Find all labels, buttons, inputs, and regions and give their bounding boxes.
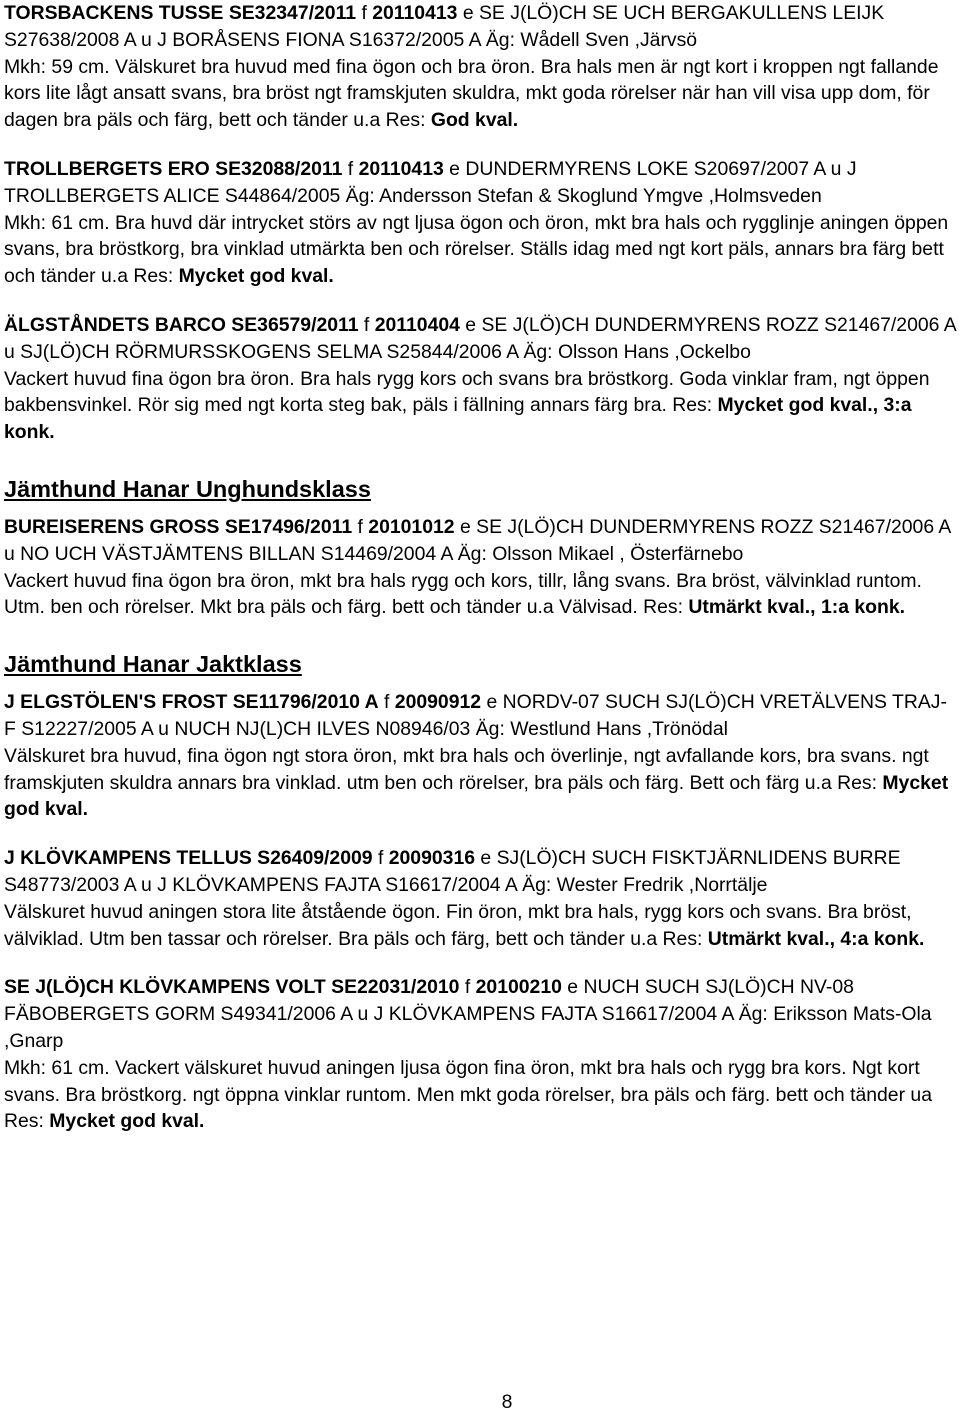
critique: Vackert huvud fina ögon bra öron. Bra hals rygg kors och svans bra bröstkorg. Goda vinklar fram, ngt öppen bakbensvinkel. Rör sig med ngt korta steg bak, päls i fällning annars färg bra. Res: (4, 367, 930, 417)
dog-name: ÄLGSTÅNDETS BARCO SE36579/2011 (4, 313, 359, 336)
pedigree: e DUNDERMYRENS LOKE S20697/2007 A u J TROLLBERGETS ALICE S44864/2005 Äg: Andersson Stefan & Skoglund Ymgve ,Holmsveden (4, 157, 857, 207)
dog-name: BUREISERENS GROSS SE17496/2011 (4, 515, 353, 538)
born-prefix: f (378, 691, 395, 714)
result: God kval. (430, 109, 519, 132)
critique: Mkh: 59 cm. Välskuret bra huvud med fina ögon och bra öron. Bra hals men är ngt kort i kroppen ngt fallande kors lite lågt ansatt svans, bra bröst ngt framskjuten skuldra, mkt goda rörelser när han vill visa upp dom, för dagen bra päls och färg, bett och tänder u.a Res: (4, 55, 939, 132)
dog-entry (4, 156, 956, 290)
page-number: 8 (501, 1391, 513, 1413)
born-prefix: f (356, 2, 373, 24)
section-heading-unghundsklass: Jämthund Hanar Unghundsklass (4, 475, 371, 502)
critique: Mkh: 61 cm. Vackert välskuret huvud aningen ljusa ögon fina öron, mkt bra hals och rygg bra kors. Ngt kort svans. Bra bröstkorg. ngt öppna vinklar runtom. Men mkt goda rörelser, bra päls och färg. bett och tänder ua Res: (4, 1056, 933, 1133)
result: Mycket god kval. (178, 265, 334, 288)
dog-entry (4, 845, 956, 952)
result: Mycket god kval. (4, 771, 949, 821)
pedigree: e NORDV-07 SUCH SJ(LÖ)CH VRETÄLVENS TRAJ-F S12227/2005 A u NUCH NJ(L)CH ILVES N08946/03 Äg: Westlund Hans ,Trönödal (4, 691, 947, 740)
dog-name: SE J(LÖ)CH KLÖVKAMPENS VOLT SE22031/2010 (4, 976, 460, 999)
birth-date: 20101012 (368, 515, 455, 538)
pedigree: e SE J(LÖ)CH DUNDERMYRENS ROZZ S21467/2006 A u SJ(LÖ)CH RÖRMURSSKOGENS SELMA S25844/2006 A Äg: Olsson Hans ,Ockelbo (4, 313, 956, 363)
pedigree: e SJ(LÖ)CH SUCH FISKTJÄRNLIDENS BURRE S48773/2003 A u J KLÖVKAMPENS FAJTA S16617/2004 A Äg: Wester Fredrik ,Norrtälje (4, 847, 901, 896)
born-prefix: f (459, 976, 476, 999)
critique: Vackert huvud fina ögon bra öron, mkt bra hals rygg och kors, tillr, lång svans. Bra bröst, välvinklad runtom. Utm. ben och rörelser. Mkt bra päls och färg. bett och tänder u.a Välvisad. Res: (4, 569, 922, 619)
born-prefix: f (352, 515, 369, 538)
pedigree: e SE J(LÖ)CH SE UCH BERGAKULLENS LEIJK S27638/2008 A u J BORÅSENS FIONA S16372/2005 A Äg: Wådell Sven ,Järvsö (4, 2, 885, 51)
dog-name: J KLÖVKAMPENS TELLUS S26409/2009 (4, 847, 373, 870)
critique: Välskuret bra huvud, fina ögon ngt stora öron, mkt bra hals och överlinje, ngt avfallande kors, bra svans. ngt framskjuten skuldra annars bra vinklad. utm ben och rörelser, bra päls och färg. Bett och färg u.a Res: (4, 744, 929, 794)
section-heading-jaktklass: Jämthund Hanar Jaktklass (4, 651, 302, 678)
result: Mycket god kval., 3:a konk. (4, 394, 912, 444)
critique: Mkh: 61 cm. Bra huvd där intrycket störs av ngt ljusa ögon och öron, mkt bra hals och rygglinje aningen öppen svans, bra bröstkorg, bra vinklad utmärkta ben och rörelser. Ställs idag med ngt kort päls, annars bra färg bett och tänder u.a Res: (4, 211, 949, 288)
birth-date: 20090316 (388, 847, 476, 870)
result: Utmärkt kval., 4:a konk. (707, 927, 925, 950)
pedigree: e NUCH SUCH SJ(LÖ)CH NV-08 FÄBOBERGETS GORM S49341/2006 A u J KLÖVKAMPENS FAJTA S16617/2004 A Äg: Eriksson Mats-Ola ,Gnarp (4, 976, 932, 1052)
result: Mycket god kval. (49, 1110, 205, 1133)
dog-entry (4, 974, 956, 1135)
dog-entry (4, 0, 956, 134)
birth-date: 20110404 (374, 313, 460, 336)
document-page (4, 0, 956, 1135)
born-prefix: f (342, 157, 359, 180)
birth-date: 20110413 (358, 157, 444, 180)
critique: Välskuret huvud aningen stora lite åtstående ögon. Fin öron, mkt bra hals, rygg kors och svans. Bra bröst, välviklad. Utm ben tassar och rörelser. Bra päls och färg, bett och tänder u.a Res: (4, 900, 912, 950)
dog-name: J ELGSTÖLEN'S FROST SE11796/2010 A (4, 691, 379, 714)
dog-entry (4, 312, 956, 446)
result: Utmärkt kval., 1:a konk. (688, 596, 906, 619)
dog-entry (4, 689, 956, 823)
born-prefix: f (358, 313, 375, 336)
born-prefix: f (372, 847, 389, 870)
dog-name: TROLLBERGETS ERO SE32088/2011 (4, 157, 343, 180)
pedigree: e SE J(LÖ)CH DUNDERMYRENS ROZZ S21467/2006 A u NO UCH VÄSTJÄMTENS BILLAN S14469/2004 A Äg: Olsson Mikael , Österfärnebo (4, 515, 951, 565)
dog-entry (4, 514, 956, 621)
birth-date: 20100210 (475, 976, 562, 999)
dog-name: TORSBACKENS TUSSE SE32347/2011 (4, 2, 357, 24)
birth-date: 20090912 (394, 691, 482, 714)
birth-date: 20110413 (372, 2, 458, 24)
